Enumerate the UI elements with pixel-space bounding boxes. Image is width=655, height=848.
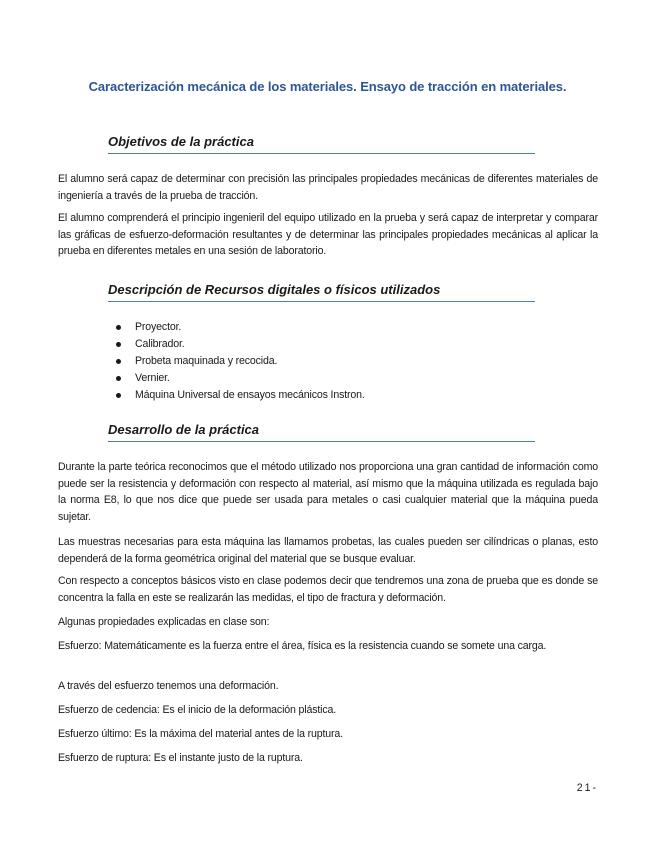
paragraph: El alumno será capaz de determinar con precisión las principales propiedades mecánicas de diferentes materiales de ingeniería a través de la prueba de tracción. (58, 173, 598, 202)
paragraph: El alumno comprenderá el principio ingenieril del equipo utilizado en la prueba y será capaz de interpretar y comparar las gráficas de esfuerzo-deformación resultantes y de determinar las principales propiedades mecánicas al aplicar la prueba en diferentes metales en una sesión de laboratorio. (58, 212, 598, 257)
paragraph: Esfuerzo último: Es la máxima del material antes de la ruptura. (58, 728, 343, 740)
paragraph: Con respecto a conceptos básicos visto en clase podemos decir que tendremos una zona de prueba que es donde se concentra la falla en este se realizarán las medidas, el tipo de fractura y deformación. (58, 575, 598, 604)
section-heading-objectives: Objetivos de la práctica (108, 134, 535, 154)
section-heading-development: Desarrollo de la práctica (108, 422, 535, 442)
paragraph: Esfuerzo de ruptura: Es el instante justo de la ruptura. (58, 752, 303, 764)
list-item: Calibrador. (112, 336, 365, 353)
section-heading-resources: Descripción de Recursos digitales o físicos utilizados (108, 282, 535, 302)
paragraph: Las muestras necesarias para esta máquina las llamamos probetas, las cuales pueden ser cilíndricas o planas, esto dependerá de la forma geométrica original del material que se busque evaluar. (58, 536, 598, 565)
list-item: Vernier. (112, 370, 365, 387)
list-item: Máquina Universal de ensayos mecánicos Instron. (112, 387, 365, 404)
paragraph: A través del esfuerzo tenemos una deformación. (58, 680, 279, 692)
paragraph: Algunas propiedades explicadas en clase son: (58, 616, 270, 628)
paragraph: Esfuerzo: Matemáticamente es la fuerza entre el área, física es la resistencia cuando se somete una carga. (58, 640, 547, 652)
resources-list (112, 319, 365, 404)
list-item: Proyector. (112, 319, 365, 336)
list-item: Probeta maquinada y recocida. (112, 353, 365, 370)
document-title: Caracterización mecánica de los materiales. Ensayo de tracción en materiales. (88, 79, 567, 94)
paragraph: Esfuerzo de cedencia: Es el inicio de la deformación plástica. (58, 704, 337, 716)
page-number: 21- (576, 782, 598, 794)
paragraph: Durante la parte teórica reconocimos que el método utilizado nos proporciona una gran cantidad de información como puede ser la resistencia y deformación con respecto al material, así mismo que la máquina utilizada es regulada bajo la norma E8, lo que nos dice que puede ser usada para metales o casi cualquier material que la máquina pueda sujetar. (58, 461, 598, 523)
